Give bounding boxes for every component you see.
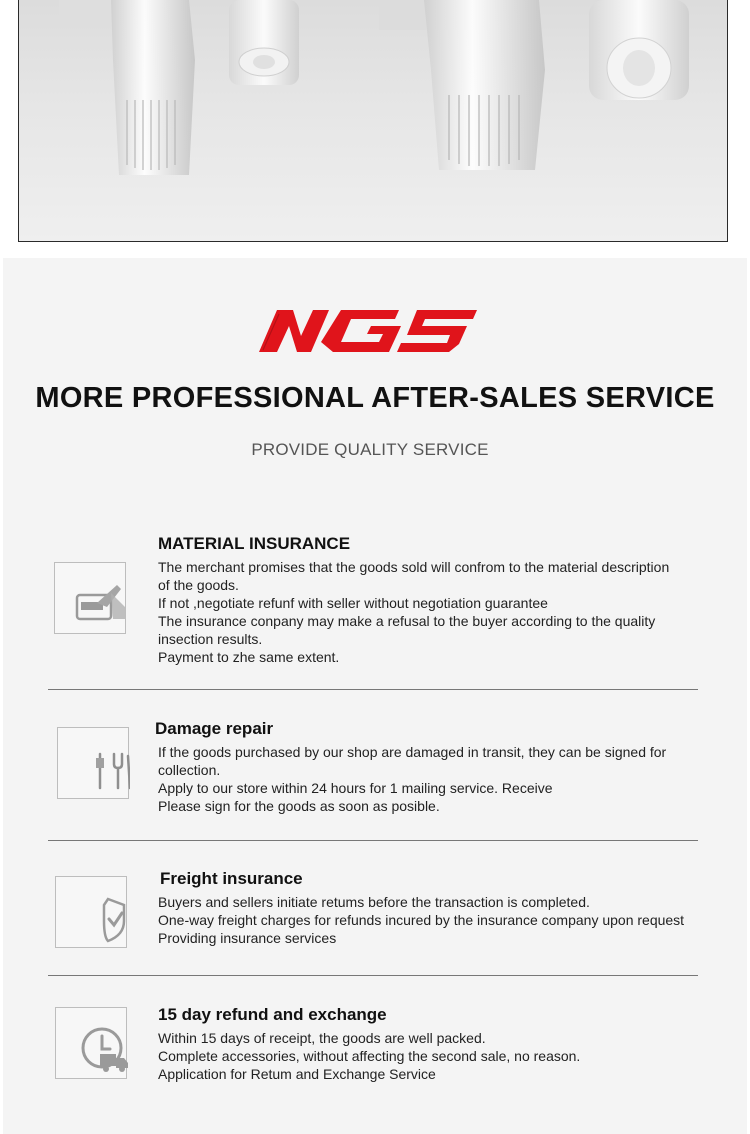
description-line: One-way freight charges for refunds incured by the insurance company upon request	[158, 912, 685, 928]
pneumatic-fittings-illustration	[19, 0, 727, 241]
service-title: Freight insurance	[160, 869, 303, 888]
description-line: If the goods purchased by our shop are damaged in transit, they can be signed for	[158, 744, 667, 760]
clock-truck-icon	[55, 1007, 127, 1079]
product-photo	[18, 0, 728, 242]
description-line: Apply to our store within 24 hours for 1 mailing service. Receive	[158, 780, 553, 796]
description-line: Within 15 days of receipt, the goods are well packed.	[158, 1030, 486, 1046]
service-title: Damage repair	[155, 719, 274, 738]
page-title: MORE PROFESSIONAL AFTER-SALES SERVICE	[35, 382, 715, 414]
description-line: Please sign for the goods as soon as posible.	[158, 798, 440, 814]
ngs-logo-mark	[259, 310, 477, 352]
description-line: Providing insurance services	[158, 930, 337, 946]
description-line: The merchant promises that the goods sold will confrom to the material description	[158, 559, 670, 575]
service-description	[158, 1029, 580, 1083]
page-subtitle: PROVIDE QUALITY SERVICE	[251, 440, 489, 459]
service-description	[158, 743, 666, 815]
after-sales-panel	[3, 258, 747, 1134]
tools-icon	[57, 727, 129, 799]
divider	[48, 689, 698, 690]
service-description	[158, 893, 684, 947]
divider	[48, 975, 698, 976]
shield-check-icon	[55, 876, 127, 948]
description-line: If not ,negotiate refunf with seller without negotiation guarantee	[158, 595, 548, 611]
service-title: 15 day refund and exchange	[158, 1005, 387, 1024]
description-line: The insurance conpany may make a refusal to the buyer according to the quality	[158, 613, 656, 629]
description-line: Application for Retum and Exchange Service	[158, 1066, 436, 1082]
description-line: Complete accessories, without affecting the second sale, no reason.	[158, 1048, 581, 1064]
description-line: Payment to zhe same extent.	[158, 649, 340, 665]
description-line: insection results.	[158, 631, 263, 647]
description-line: collection.	[158, 762, 221, 778]
description-line: Buyers and sellers initiate retums before the transaction is completed.	[158, 894, 590, 910]
card-hand-icon	[54, 562, 126, 634]
description-line: of the goods.	[158, 577, 239, 593]
divider	[48, 840, 698, 841]
service-title: MATERIAL INSURANCE	[158, 534, 351, 553]
ngs-logo	[257, 308, 479, 354]
service-description	[158, 558, 669, 666]
